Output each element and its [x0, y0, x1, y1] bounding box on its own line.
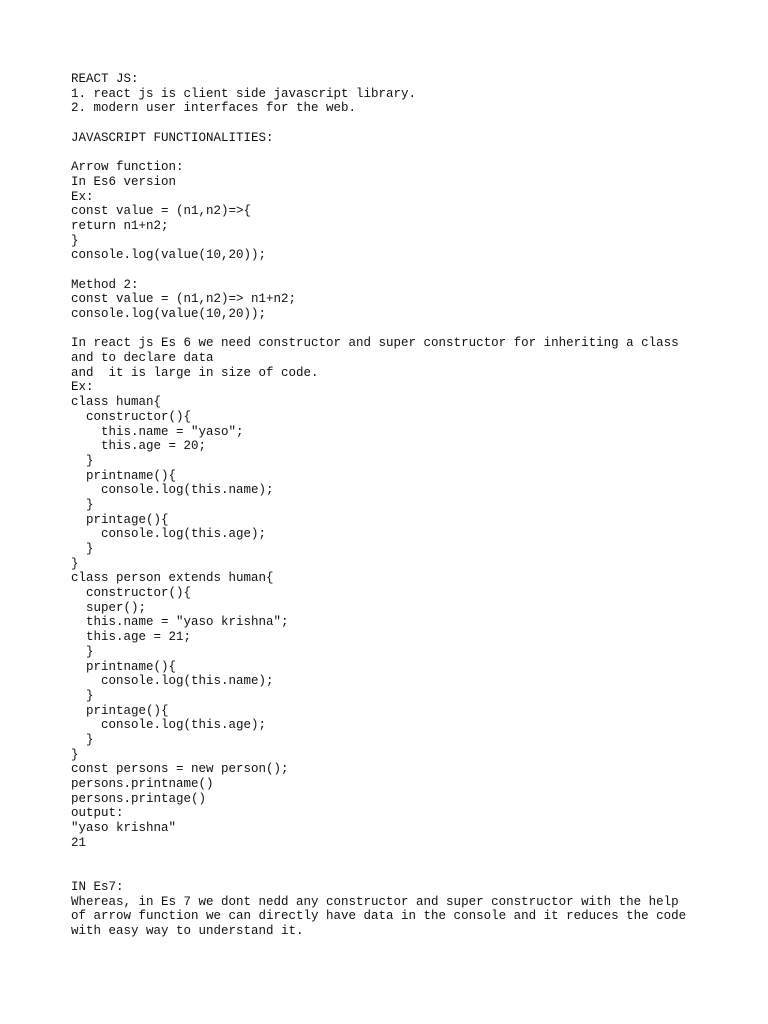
text-line: and it is large in size of code.: [71, 365, 319, 380]
code-line: }: [71, 233, 79, 248]
code-line: }: [71, 732, 94, 747]
code-line: console.log(this.name);: [71, 483, 274, 498]
code-line: const value = (n1,n2)=> n1+n2;: [71, 292, 297, 307]
code-line: console.log(this.name);: [71, 674, 274, 689]
code-line: }: [71, 747, 79, 762]
text-line: 1. react js is client side javascript library.: [71, 86, 417, 101]
code-line: }: [71, 453, 94, 468]
code-line: }: [71, 644, 94, 659]
text-line: output:: [71, 806, 124, 821]
code-line: this.name = "yaso";: [71, 424, 244, 439]
code-line: console.log(value(10,20));: [71, 307, 267, 321]
code-line: console.log(value(10,20));: [71, 248, 267, 263]
code-line: persons.printage(): [71, 791, 207, 806]
code-line: this.age = 20;: [71, 439, 207, 454]
code-line: }: [71, 542, 94, 556]
code-line: super();: [71, 600, 147, 615]
code-line: }: [71, 556, 79, 571]
code-line: return n1+n2;: [71, 218, 169, 233]
text-line: 21: [71, 835, 87, 850]
code-line: const persons = new person();: [71, 762, 289, 777]
code-line: }: [71, 688, 94, 703]
text-line: Whereas, in Es 7 we dont nedd any constructor and super constructor with the help: [71, 894, 679, 909]
text-line: 2. modern user interfaces for the web.: [71, 101, 357, 116]
code-line: constructor(){: [71, 586, 192, 601]
code-line: console.log(this.age);: [71, 718, 267, 733]
code-line: persons.printname(): [71, 777, 214, 791]
blank-line: [71, 322, 731, 337]
text-line: In Es6 version: [71, 174, 177, 189]
blank-line: [71, 850, 731, 865]
code-line: this.name = "yaso krishna";: [71, 615, 289, 630]
heading-in-es7: IN Es7:: [71, 879, 124, 894]
heading-method-2: Method 2:: [71, 277, 139, 292]
code-line: const value = (n1,n2)=>{: [71, 204, 252, 219]
text-line: and to declare data: [71, 351, 214, 366]
heading-javascript-functionalities: JAVASCRIPT FUNCTIONALITIES:: [71, 130, 274, 145]
code-line: printage(){: [71, 703, 169, 718]
text-line: In react js Es 6 we need constructor and super constructor for inheriting a class: [71, 336, 679, 351]
text-line: with easy way to understand it.: [71, 923, 304, 938]
document-page: [71, 72, 731, 939]
heading-react-js: REACT JS:: [71, 72, 139, 86]
blank-line: [71, 263, 731, 278]
heading-arrow-function: Arrow function:: [71, 160, 184, 175]
code-line: class person extends human{: [71, 571, 274, 586]
code-line: printage(){: [71, 512, 169, 527]
code-line: printname(){: [71, 468, 177, 483]
code-line: }: [71, 497, 94, 512]
blank-line: [71, 145, 731, 160]
text-line: "yaso krishna": [71, 821, 177, 836]
blank-line: [71, 116, 731, 131]
code-line: this.age = 21;: [71, 630, 192, 645]
code-line: constructor(){: [71, 409, 192, 424]
text-line: Ex:: [71, 189, 94, 204]
text-line: of arrow function we can directly have data in the console and it reduces the code: [71, 909, 687, 924]
code-line: class human{: [71, 395, 162, 410]
code-line: printname(){: [71, 659, 177, 674]
text-line: Ex:: [71, 380, 94, 395]
code-line: console.log(this.age);: [71, 527, 267, 542]
blank-line: [71, 865, 731, 880]
